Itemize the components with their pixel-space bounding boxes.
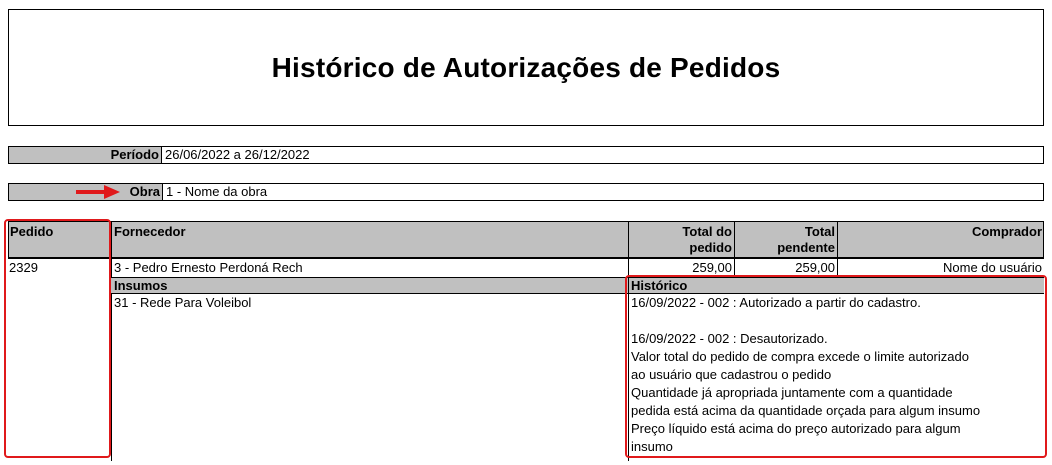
report-header bbox=[8, 9, 1044, 126]
cell-fornecedor: 3 - Pedro Ernesto Perdoná Rech bbox=[114, 260, 303, 275]
subheader-insumos: Insumos bbox=[114, 278, 168, 293]
pedido-column-highlight bbox=[4, 219, 111, 458]
historico-line: Valor total do pedido de compra excede o limite autorizado bbox=[631, 349, 969, 364]
cell-insumo: 31 - Rede Para Voleibol bbox=[114, 295, 252, 310]
header-comprador: Comprador bbox=[971, 224, 1042, 239]
historico-line: 16/09/2022 - 002 : Desautorizado. bbox=[631, 331, 828, 346]
historico-line: 16/09/2022 - 002 : Autorizado a partir do cadastro. bbox=[631, 295, 921, 310]
header-pedido: Pedido bbox=[10, 224, 54, 239]
report-title: Histórico de Autorizações de Pedidos bbox=[271, 51, 781, 83]
header-total-pedido-line2: pedido bbox=[689, 240, 732, 255]
subheader-historico: Histórico bbox=[631, 278, 688, 293]
periodo-value: 26/06/2022 a 26/12/2022 bbox=[165, 147, 310, 162]
header-total-pendente-line1: Total bbox=[804, 224, 835, 239]
periodo-label-cell bbox=[9, 147, 162, 163]
cell-pedido: 2329 bbox=[9, 260, 38, 275]
periodo-label: Período bbox=[110, 147, 159, 162]
cell-total-pendente: 259,00 bbox=[795, 260, 835, 275]
cell-total-pedido: 259,00 bbox=[692, 260, 732, 275]
obra-row bbox=[8, 183, 1044, 201]
historico-line: Preço líquido está acima do preço autorizado para algum bbox=[631, 421, 961, 436]
arrow-right-icon bbox=[76, 185, 120, 199]
historico-line: pedida está acima da quantidade orçada para algum insumo bbox=[631, 403, 981, 418]
header-total-pedido-line1: Total do bbox=[682, 224, 732, 239]
historico-line: insumo bbox=[631, 439, 673, 454]
header-total-pendente bbox=[736, 224, 835, 256]
obra-value: 1 - Nome da obra bbox=[166, 184, 268, 199]
historico-column-highlight bbox=[625, 275, 1047, 458]
historico-line: ao usuário que cadastrou o pedido bbox=[631, 367, 832, 382]
periodo-row bbox=[8, 146, 1044, 164]
cell-comprador: Nome do usuário bbox=[943, 260, 1042, 275]
header-total-pendente-line2: pendente bbox=[777, 240, 835, 255]
header-fornecedor: Fornecedor bbox=[114, 224, 186, 239]
obra-label: Obra bbox=[129, 184, 160, 199]
header-total-pedido bbox=[628, 224, 732, 256]
historico-line: Quantidade já apropriada juntamente com a quantidade bbox=[631, 385, 953, 400]
